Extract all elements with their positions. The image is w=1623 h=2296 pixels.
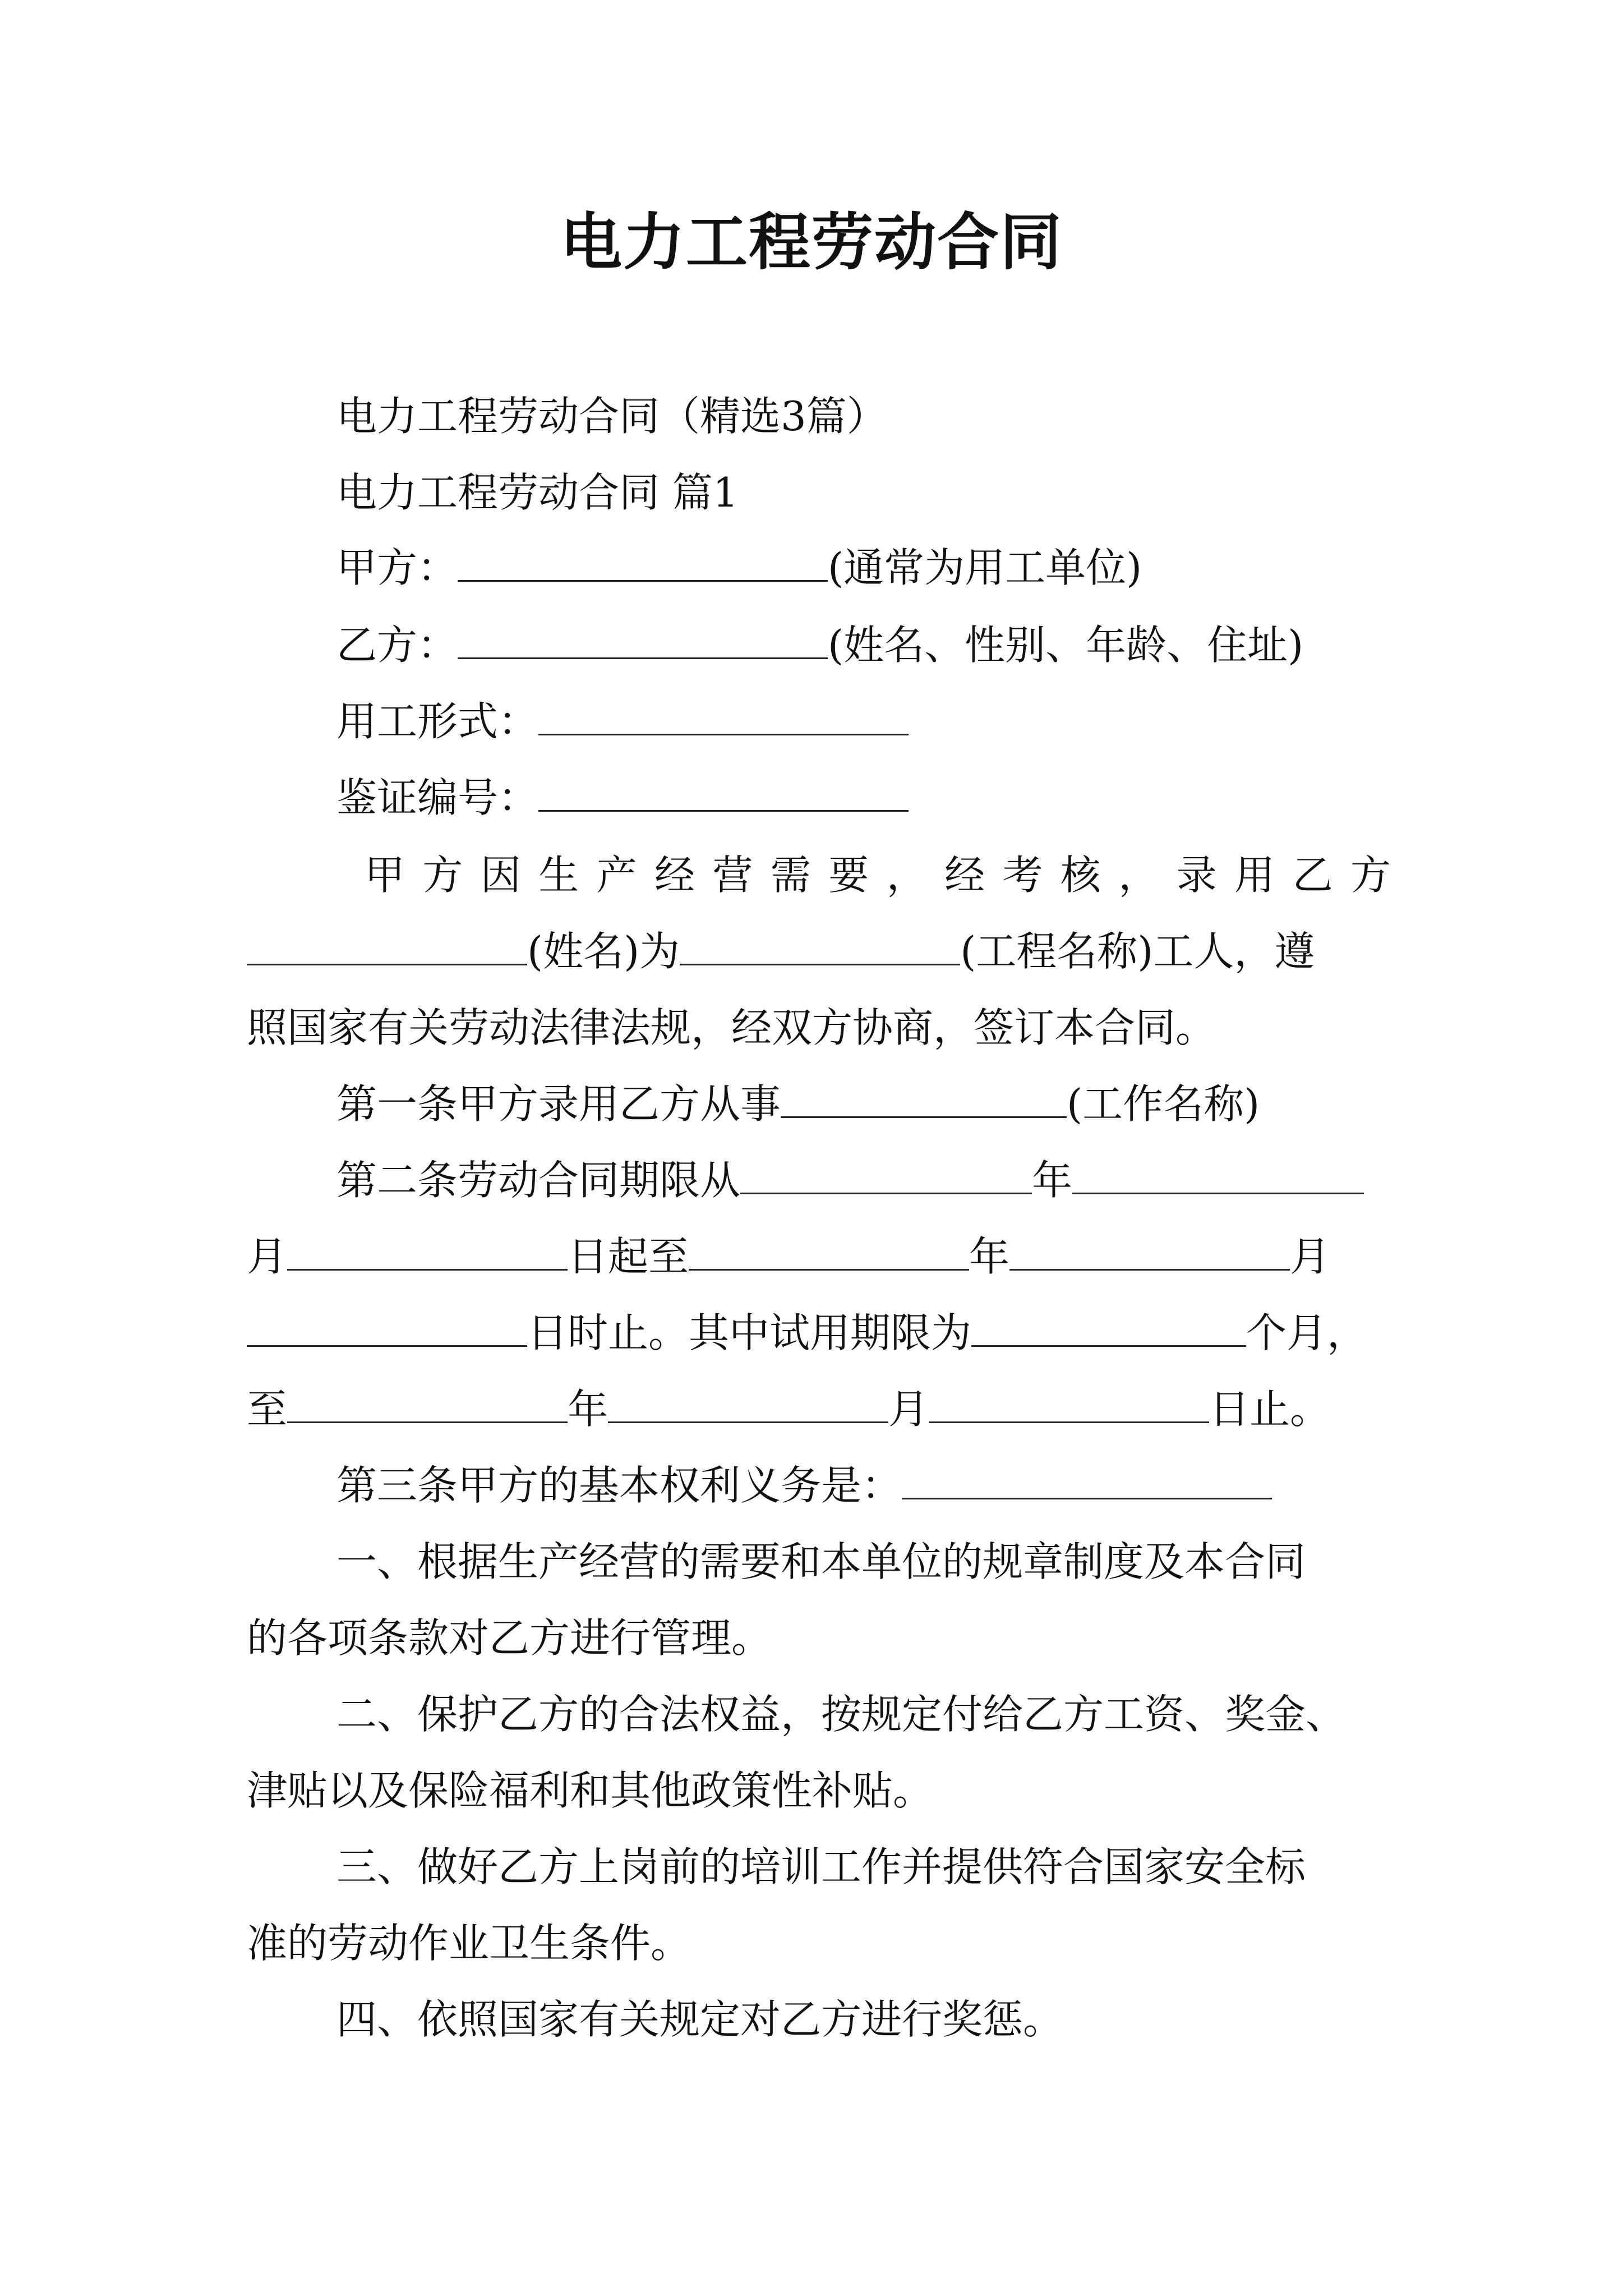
intro-text: (姓名)为 <box>527 928 680 975</box>
item-1-line-1: 一、根据生产经营的需要和本单位的规章制度及本合同 <box>336 1538 1306 1585</box>
unit-months: 个月， <box>1246 1309 1368 1356</box>
intro-text: (工程名称)工人，遵 <box>960 928 1315 975</box>
project-name-blank <box>680 923 960 965</box>
document-title: 电力工程劳动合同 <box>560 206 1063 278</box>
end-month-blank <box>1009 1228 1290 1271</box>
probation-day-blank <box>929 1381 1209 1423</box>
unit-month: 月 <box>247 1233 288 1280</box>
unit-month: 月 <box>888 1386 929 1433</box>
start-day-blank <box>287 1228 568 1271</box>
item-2-line-2: 津贴以及保险福利和其他政策性补贴。 <box>247 1767 934 1814</box>
end-day-blank <box>247 1305 527 1347</box>
probation-months-blank <box>971 1305 1246 1347</box>
article-2-text: 第二条劳动合同期限从 <box>336 1157 741 1204</box>
article-1-text: 第一条甲方录用乙方从事 <box>336 1080 781 1128</box>
party-b-label: 乙方： <box>336 622 458 669</box>
item-3-line-2: 准的劳动作业卫生条件。 <box>247 1920 691 1967</box>
intro-line-3: 照国家有关劳动法律法规，经双方协商，签订本合同。 <box>247 1004 1216 1051</box>
start-year-blank <box>740 1152 1032 1194</box>
unit-year: 年 <box>1032 1157 1073 1204</box>
article-2-line-2 <box>247 1228 1330 1285</box>
article-1 <box>336 1076 1260 1132</box>
item-1-line-2: 的各项条款对乙方进行管理。 <box>247 1614 772 1662</box>
employment-form-line <box>336 693 909 749</box>
article-2-line-3 <box>247 1305 1367 1361</box>
cert-no-line <box>336 770 909 826</box>
part-heading: 电力工程劳动合同 篇1 <box>336 469 739 516</box>
article-2-text: 日起至 <box>568 1233 689 1280</box>
party-b-line <box>336 617 1303 673</box>
end-year-blank <box>689 1228 969 1271</box>
item-2-line-1: 二、保护乙方的合法权益，按规定付给乙方工资、奖金、 <box>336 1691 1347 1738</box>
article-2-line-1 <box>336 1152 1364 1208</box>
party-a-note: (通常为用工单位) <box>828 544 1142 591</box>
unit-year: 年 <box>568 1386 608 1433</box>
name-blank <box>247 923 527 965</box>
probation-month-blank <box>608 1381 888 1423</box>
employment-form-blank <box>538 693 909 735</box>
party-a-blank <box>458 540 828 582</box>
cert-no-label: 鉴证编号： <box>336 774 539 821</box>
start-month-blank <box>1072 1152 1364 1194</box>
party-a-line <box>336 540 1142 596</box>
unit-month: 月 <box>1290 1233 1331 1280</box>
article-3-blank <box>902 1457 1272 1499</box>
probation-year-blank <box>287 1381 568 1423</box>
party-b-blank <box>458 617 828 659</box>
party-b-note: (姓名、性别、年龄、住址) <box>828 622 1304 669</box>
article-3-text: 第三条甲方的基本权利义务是： <box>336 1462 902 1509</box>
intro-line-2 <box>247 923 1315 979</box>
article-2-text: 至 <box>247 1386 288 1433</box>
party-a-label: 甲方： <box>336 544 458 591</box>
unit-day: 日止。 <box>1209 1386 1331 1433</box>
cert-no-blank <box>538 770 909 812</box>
intro-line-1: 甲方因生产经营需要，经考核，录用乙方 <box>365 852 1391 899</box>
item-3-line-1: 三、做好乙方上岗前的培训工作并提供符合国家安全标 <box>336 1843 1306 1890</box>
article-2-text: 日时止。其中试用期限为 <box>527 1309 972 1356</box>
employment-form-label: 用工形式： <box>336 698 539 745</box>
article-2-line-4 <box>247 1381 1330 1437</box>
subtitle: 电力工程劳动合同（精选3篇） <box>336 393 887 440</box>
job-name-blank <box>781 1076 1067 1118</box>
article-3 <box>336 1457 1272 1513</box>
item-4: 四、依照国家有关规定对乙方进行奖惩。 <box>336 1996 1064 2043</box>
article-1-suffix: (工作名称) <box>1067 1080 1260 1128</box>
unit-year: 年 <box>969 1233 1010 1280</box>
